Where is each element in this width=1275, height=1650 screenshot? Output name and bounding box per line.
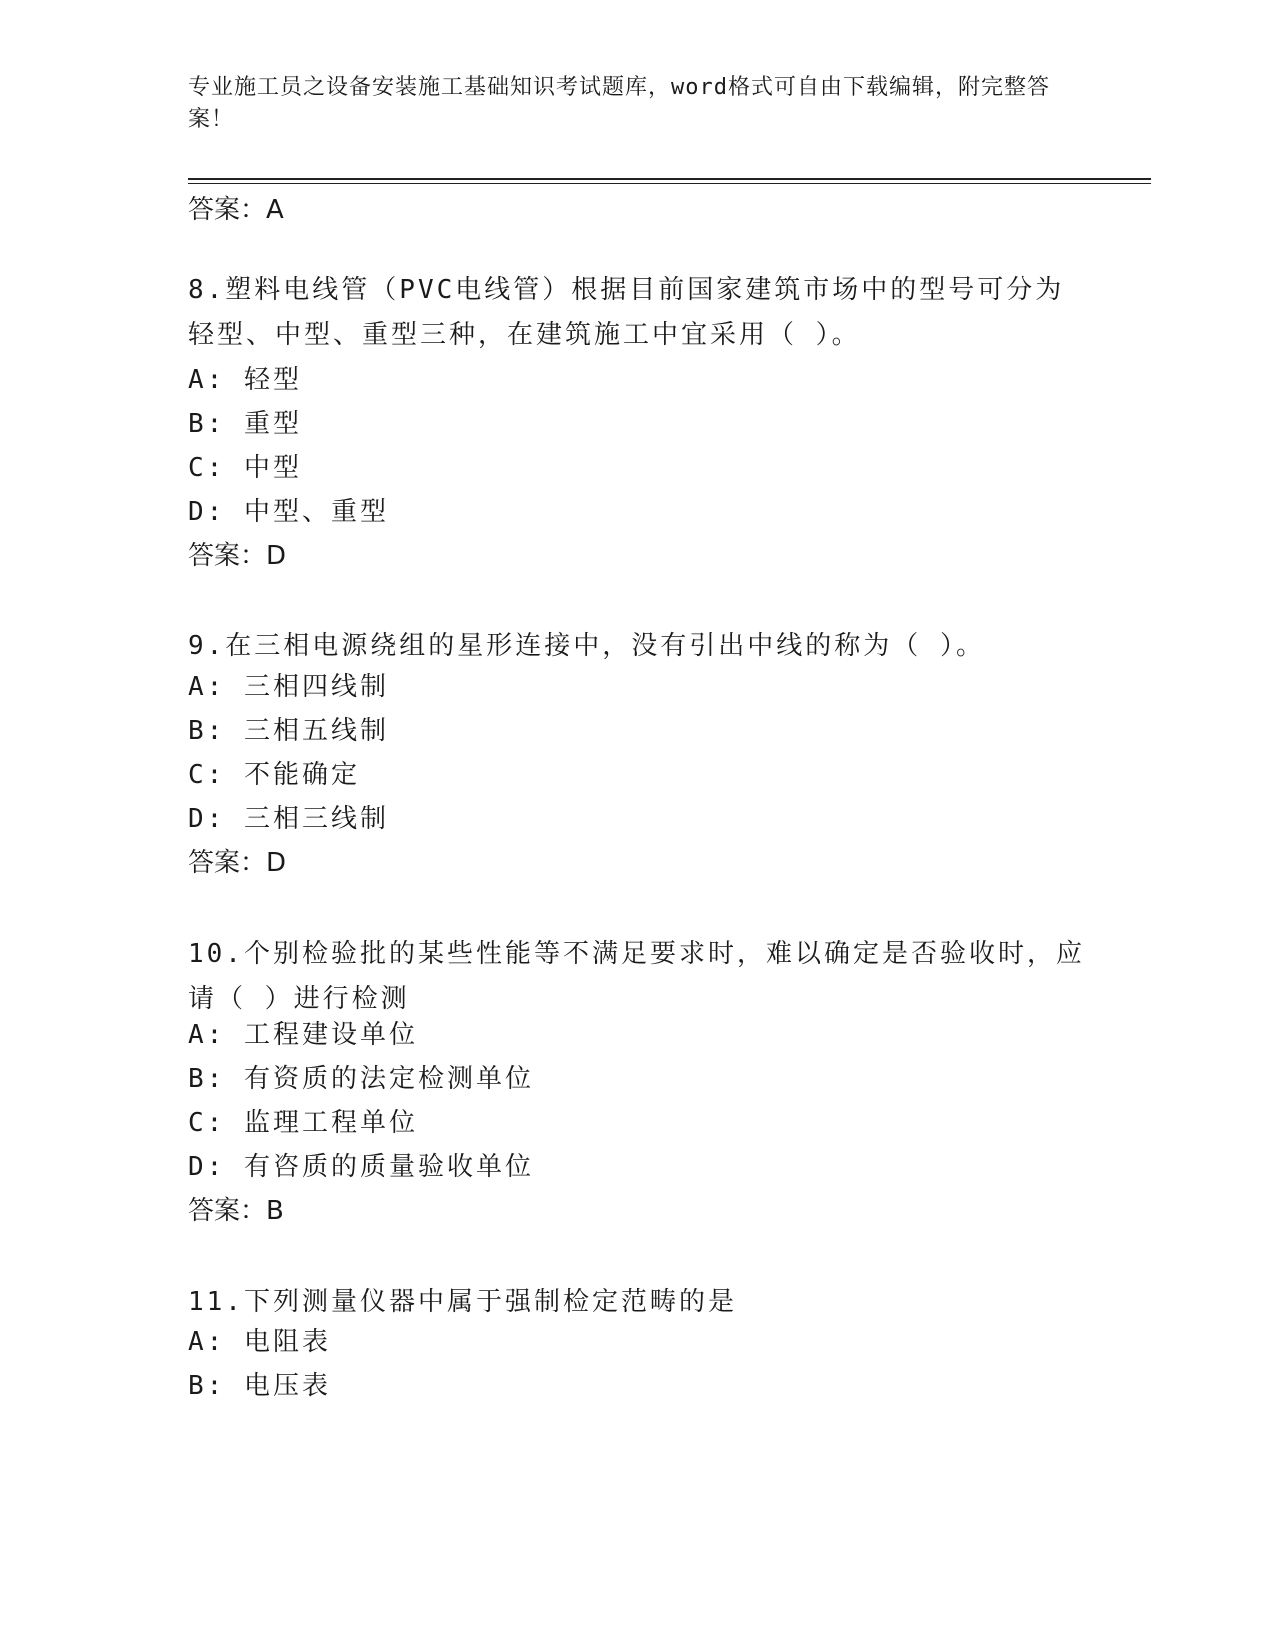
question-11-option-b: B: 电压表: [188, 1371, 331, 1401]
question-10-option-b: B: 有资质的法定检测单位: [188, 1064, 534, 1094]
question-10-option-c: C: 监理工程单位: [188, 1108, 418, 1138]
question-9-option-c: C: 不能确定: [188, 760, 360, 790]
question-9-option-d: D: 三相三线制: [188, 804, 389, 834]
question-10-option-d: D: 有咨质的质量验收单位: [188, 1152, 534, 1182]
question-11-text: 11.下列测量仪器中属于强制检定范畴的是: [188, 1287, 737, 1317]
question-8-answer: 答案：D: [188, 541, 287, 571]
header-divider-thin: [188, 183, 1151, 184]
question-8-option-a: A: 轻型: [188, 365, 302, 395]
question-8-option-c: C: 中型: [188, 453, 302, 483]
question-8-option-b: B: 重型: [188, 409, 302, 439]
question-11-option-a: A: 电阻表: [188, 1327, 331, 1357]
question-10-text: 10.个别检验批的某些性能等不满足要求时，难以确定是否验收时，应请（ ）进行检测: [188, 939, 1085, 1014]
answer-prev: 答案：A: [188, 195, 284, 225]
question-10-option-a: A: 工程建设单位: [188, 1020, 418, 1050]
question-8-text: 8.塑料电线管（PVC电线管）根据目前国家建筑市场中的型号可分为轻型、中型、重型三种，在建筑施工中宜采用（ ）。: [188, 275, 1065, 350]
question-9-option-b: B: 三相五线制: [188, 716, 389, 746]
question-9-answer: 答案：D: [188, 848, 287, 878]
question-9-option-a: A: 三相四线制: [188, 672, 389, 702]
question-8-option-d: D: 中型、重型: [188, 497, 389, 527]
question-10-answer: 答案：B: [188, 1196, 284, 1226]
question-9-text: 9.在三相电源绕组的星形连接中，没有引出中线的称为（ ）。: [188, 631, 985, 661]
header-divider-thick: [188, 178, 1151, 180]
document-header: 专业施工员之设备安装施工基础知识考试题库，word格式可自由下载编辑，附完整答案！: [188, 75, 1050, 132]
